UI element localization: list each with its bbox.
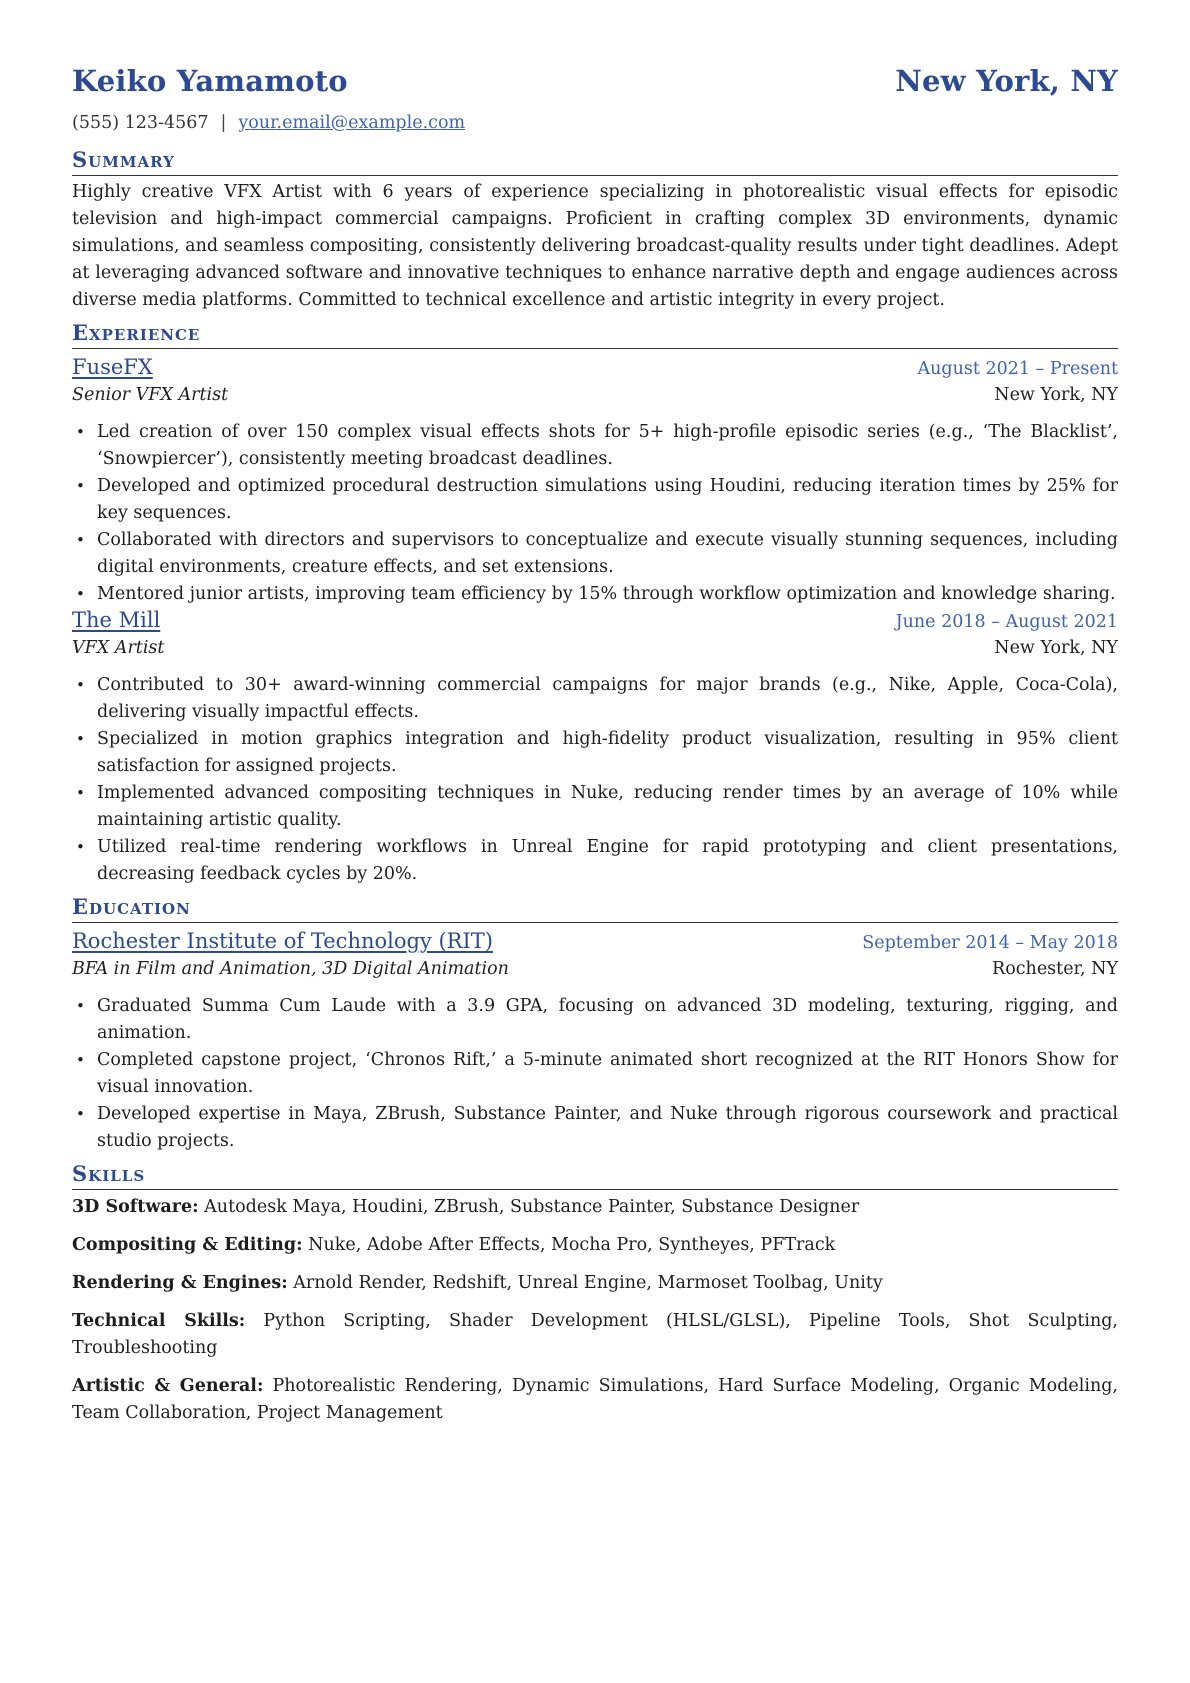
skill-label: Rendering & Engines: (72, 1273, 288, 1293)
skill-line (72, 1194, 1118, 1221)
job-location: New York, NY (994, 385, 1118, 405)
school-link[interactable]: Rochester Institute of Technology (RIT) (72, 929, 493, 953)
bullet-item: • Contributed to 30+ award-winning commercial campaigns for major brands (e.g., Nike, Apple, Coca-Cola), delivering visually impactful effects. (72, 672, 1118, 726)
job-entry (72, 608, 1118, 888)
job-dates: June 2018 – August 2021 (895, 612, 1118, 632)
company-link[interactable]: The Mill (72, 608, 161, 632)
phone-number: (555) 123-4567 (72, 113, 209, 133)
skill-label: Compositing & Editing: (72, 1235, 303, 1255)
bullet-item: • Developed and optimized procedural destruction simulations using Houdini, reducing iteration times by 25% for key sequences. (72, 473, 1118, 527)
skill-label: 3D Software: (72, 1197, 199, 1217)
job-entry (72, 355, 1118, 608)
job-location: New York, NY (994, 638, 1118, 658)
job-title: Senior VFX Artist (72, 385, 229, 405)
education-location: Rochester, NY (992, 959, 1118, 979)
bullet-item: • Graduated Summa Cum Laude with a 3.9 GPA, focusing on advanced 3D modeling, texturing, rigging, and animation. (72, 993, 1118, 1047)
bullet-item: • Completed capstone project, ‘Chronos Rift,’ a 5-minute animated short recognized at the RIT Honors Show for visual innovation. (72, 1047, 1118, 1101)
job-dates: August 2021 – Present (917, 359, 1118, 379)
skill-value: Nuke, Adobe After Effects, Mocha Pro, Syntheyes, PFTrack (308, 1235, 836, 1255)
skill-value: Arnold Render, Redshift, Unreal Engine, Marmoset Toolbag, Unity (293, 1273, 883, 1293)
bullet-item: • Implemented advanced compositing techniques in Nuke, reducing render times by an average of 10% while maintaining artistic quality. (72, 780, 1118, 834)
job-bullets (72, 672, 1118, 888)
job-bullets (72, 419, 1118, 608)
section-title-summary: Summary (72, 145, 1118, 176)
email-link[interactable]: your.email@example.com (238, 113, 466, 133)
skill-line (72, 1373, 1118, 1427)
skills-section (72, 1159, 1118, 1427)
bullet-item: • Specialized in motion graphics integration and high-fidelity product visualization, resulting in 95% client satisfaction for assigned projects. (72, 726, 1118, 780)
section-title-education: Education (72, 892, 1118, 923)
header (72, 64, 1118, 108)
summary-section (72, 145, 1118, 314)
job-title: VFX Artist (72, 638, 165, 658)
bullet-item: • Utilized real-time rendering workflows in Unreal Engine for rapid prototyping and client presentations, decreasing feedback cycles by 20%. (72, 834, 1118, 888)
company-link[interactable]: FuseFX (72, 355, 153, 379)
skill-value: Autodesk Maya, Houdini, ZBrush, Substance Painter, Substance Designer (204, 1197, 860, 1217)
section-title-experience: Experience (72, 318, 1118, 349)
bullet-item: • Developed expertise in Maya, ZBrush, Substance Painter, and Nuke through rigorous coursework and practical studio projects. (72, 1101, 1118, 1155)
bullet-item: • Led creation of over 150 complex visual effects shots for 5+ high-profile episodic series (e.g., ‘The Blacklist’, ‘Snowpiercer’), consistently meeting broadcast deadlines. (72, 419, 1118, 473)
skill-line (72, 1232, 1118, 1259)
skills-list (72, 1194, 1118, 1427)
skill-value: Python Scripting, Shader Development (HLSL/GLSL), Pipeline Tools, Shot Sculpting, Troubleshooting (72, 1311, 1118, 1358)
skill-label: Artistic & General: (72, 1376, 264, 1396)
education-dates: September 2014 – May 2018 (862, 933, 1118, 953)
skill-value: Photorealistic Rendering, Dynamic Simulations, Hard Surface Modeling, Organic Modeling, Team Collaboration, Project Management (72, 1376, 1118, 1423)
contact-info (72, 109, 1118, 141)
bullet-item: • Mentored junior artists, improving team efficiency by 15% through workflow optimization and knowledge sharing. (72, 581, 1118, 608)
candidate-name: Keiko Yamamoto (72, 64, 348, 98)
skill-line (72, 1308, 1118, 1362)
candidate-location: New York, NY (895, 64, 1118, 98)
education-bullets (72, 993, 1118, 1155)
section-title-skills: Skills (72, 1159, 1118, 1190)
skill-label: Technical Skills: (72, 1311, 246, 1331)
bullet-item: • Collaborated with directors and supervisors to conceptualize and execute visually stunning sequences, including digital environments, creature effects, and set extensions. (72, 527, 1118, 581)
skill-line (72, 1270, 1118, 1297)
experience-section (72, 318, 1118, 888)
summary-text: Highly creative VFX Artist with 6 years of experience specializing in photorealistic visual effects for episodic television and high-impact commercial campaigns. Proficient in crafting complex 3D environments, dynamic simulations, and seamless compositing, consistently delivering broadcast-quality results under tight deadlines. Adept at leveraging advanced software and innovative techniques to enhance narrative depth and engage audiences across diverse media platforms. Committed to technical excellence and artistic integrity in every project. (72, 182, 1118, 310)
degree: BFA in Film and Animation, 3D Digital Animation (72, 959, 509, 979)
education-section (72, 892, 1118, 1155)
contact-separator: | (220, 113, 227, 133)
